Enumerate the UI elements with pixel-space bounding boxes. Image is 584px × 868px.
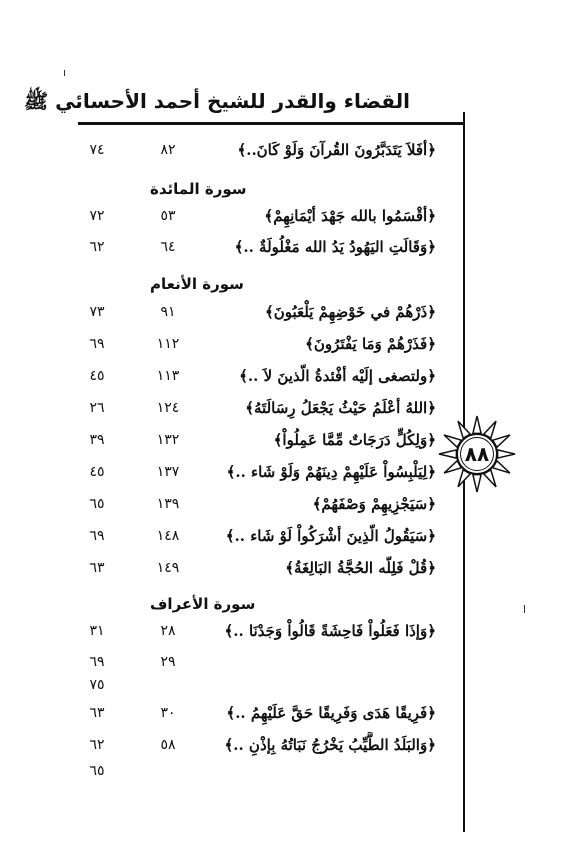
verse-excerpt: ﴿وَالبَلَدُ الطَّيِّبُ يَخْرُجُ نَبَاتُهُ بِإذْنِ ..﴾ (224, 736, 436, 754)
verse-excerpt: ﴿سَيَجْزِيهِمْ وَصْفَهُمْ﴾ (312, 495, 436, 513)
index-row (70, 363, 450, 389)
verse-number: ٦٤ (160, 239, 176, 255)
verse-number: ١٣٩ (156, 496, 180, 512)
index-row (70, 555, 450, 581)
index-row (70, 137, 450, 163)
page-reference: ٤٥ (89, 368, 105, 384)
verse-excerpt: ﴿سَيَقُولُ الّذِينَ أشْرَكُواْ لَوْ شَاء ..﴾ (225, 527, 436, 545)
verse-excerpt: ﴿ولتصغى إلَيْه أفْئدةُ الّذينَ لاَ ..﴾ (239, 367, 436, 385)
verse-excerpt: ﴿أفَلاَ يَتَدَبَّرُونَ القُرآنَ وَلَوْ كَانَ..﴾ (237, 141, 436, 159)
page-reference: ٧٢ (89, 208, 105, 224)
page-reference: ٣١ (89, 623, 105, 639)
page-reference: ٦٥ (89, 496, 105, 512)
page-reference: ٣٩ (89, 432, 105, 448)
index-row (70, 672, 450, 698)
verse-number: ٢٨ (160, 623, 176, 639)
verse-number: ١٤٨ (156, 528, 180, 544)
index-row (70, 459, 450, 485)
verse-number: ١٣٢ (156, 432, 180, 448)
page-number: ٨٨ (464, 442, 490, 466)
index-row (70, 203, 450, 229)
index-row (70, 395, 450, 421)
scan-mark-top (64, 70, 65, 76)
verse-number: ١١٢ (156, 336, 180, 352)
verse-excerpt: ﴿اللهُ أعْلَمُ حَيْثُ يَجْعَلُ رِسَالَتَهُ﴾ (245, 399, 436, 417)
verse-excerpt: ﴿أقْسَمُوا بالله جَهْدَ أيْمَانِهِمْ﴾ (264, 207, 436, 225)
verse-number: ٥٨ (160, 737, 176, 753)
page-reference: ٧٣ (89, 304, 105, 320)
scan-mark-right (524, 605, 525, 613)
verse-excerpt: ﴿فَرِيقًا هَدَى وَفَرِيقًا حَقَّ عَلَيْهِمُ ..﴾ (226, 704, 436, 722)
verse-excerpt: ﴿قُلْ فَلِلّه الحُجَّةُ البَالِغَةُ﴾ (285, 559, 436, 577)
index-row (70, 491, 450, 517)
surah-heading: سورة المائدة (150, 180, 247, 198)
verse-number: ٢٩ (160, 654, 176, 670)
index-row (70, 331, 450, 357)
running-header: القضاء والقدر للشيخ أحمد الأحسائي ﷺ (23, 89, 410, 113)
page-reference: ٦٣ (89, 560, 105, 576)
surah-heading: سورة الأعراف (150, 595, 256, 613)
verse-number: ١٢٤ (156, 400, 180, 416)
verse-number (148, 672, 188, 698)
verse-number: ٥٣ (160, 208, 176, 224)
verse-number (148, 758, 188, 784)
verse-excerpt (196, 672, 436, 698)
index-row (70, 700, 450, 726)
page-reference: ٦٢ (89, 737, 105, 753)
index-row (70, 732, 450, 758)
page-reference: ٦٣ (89, 705, 105, 721)
verse-excerpt: ﴿وَقَالَتِ اليَهُودُ يَدُ الله مَغْلُولَةٌ ..﴾ (234, 238, 436, 256)
page-reference: ٧٤ (89, 142, 105, 158)
verse-excerpt: ﴿ذَرْهُمْ في خَوْضِهِمْ يَلْعَبُونَ﴾ (264, 303, 436, 321)
index-row (70, 618, 450, 644)
verse-number: ٣٠ (160, 705, 176, 721)
verse-excerpt: ﴿وَإذَا فَعَلُواْ فَاحِشَةً قَالُواْ وَجَدْنَا ..﴾ (224, 622, 436, 640)
verse-number: ١١٣ (156, 368, 180, 384)
index-row (70, 427, 450, 453)
verse-number: ٨٢ (160, 142, 176, 158)
page-reference: ٦٩ (89, 528, 105, 544)
header-rule (78, 122, 463, 125)
verse-excerpt (196, 758, 436, 784)
verse-excerpt: ﴿فَذَرْهُمْ وَمَا يَفْتَرُونَ﴾ (305, 335, 436, 353)
page-reference: ٢٦ (89, 400, 105, 416)
verse-number: ٩١ (160, 304, 176, 320)
verse-excerpt: ﴿لِيَلْبِسُواْ عَلَيْهِمْ دِينَهُمْ وَلَوْ شَاء ..﴾ (226, 463, 436, 481)
index-row (70, 523, 450, 549)
page-reference: ٧٥ (89, 677, 105, 693)
index-row (70, 299, 450, 325)
verse-number: ١٣٧ (156, 464, 180, 480)
verse-excerpt: ﴿وَلِكُلٍّ دَرَجَاتٌ مِّمَّا عَمِلُواْ﴾ (273, 431, 436, 449)
page-reference: ٦٥ (89, 763, 105, 779)
verse-number: ١٤٩ (156, 560, 180, 576)
surah-heading: سورة الأنعام (150, 275, 244, 293)
index-row (70, 758, 450, 784)
page-reference: ٤٥ (89, 464, 105, 480)
page-reference: ٦٩ (89, 654, 105, 670)
index-row (70, 234, 450, 260)
page-reference: ٦٩ (89, 336, 105, 352)
page-reference: ٦٢ (89, 239, 105, 255)
